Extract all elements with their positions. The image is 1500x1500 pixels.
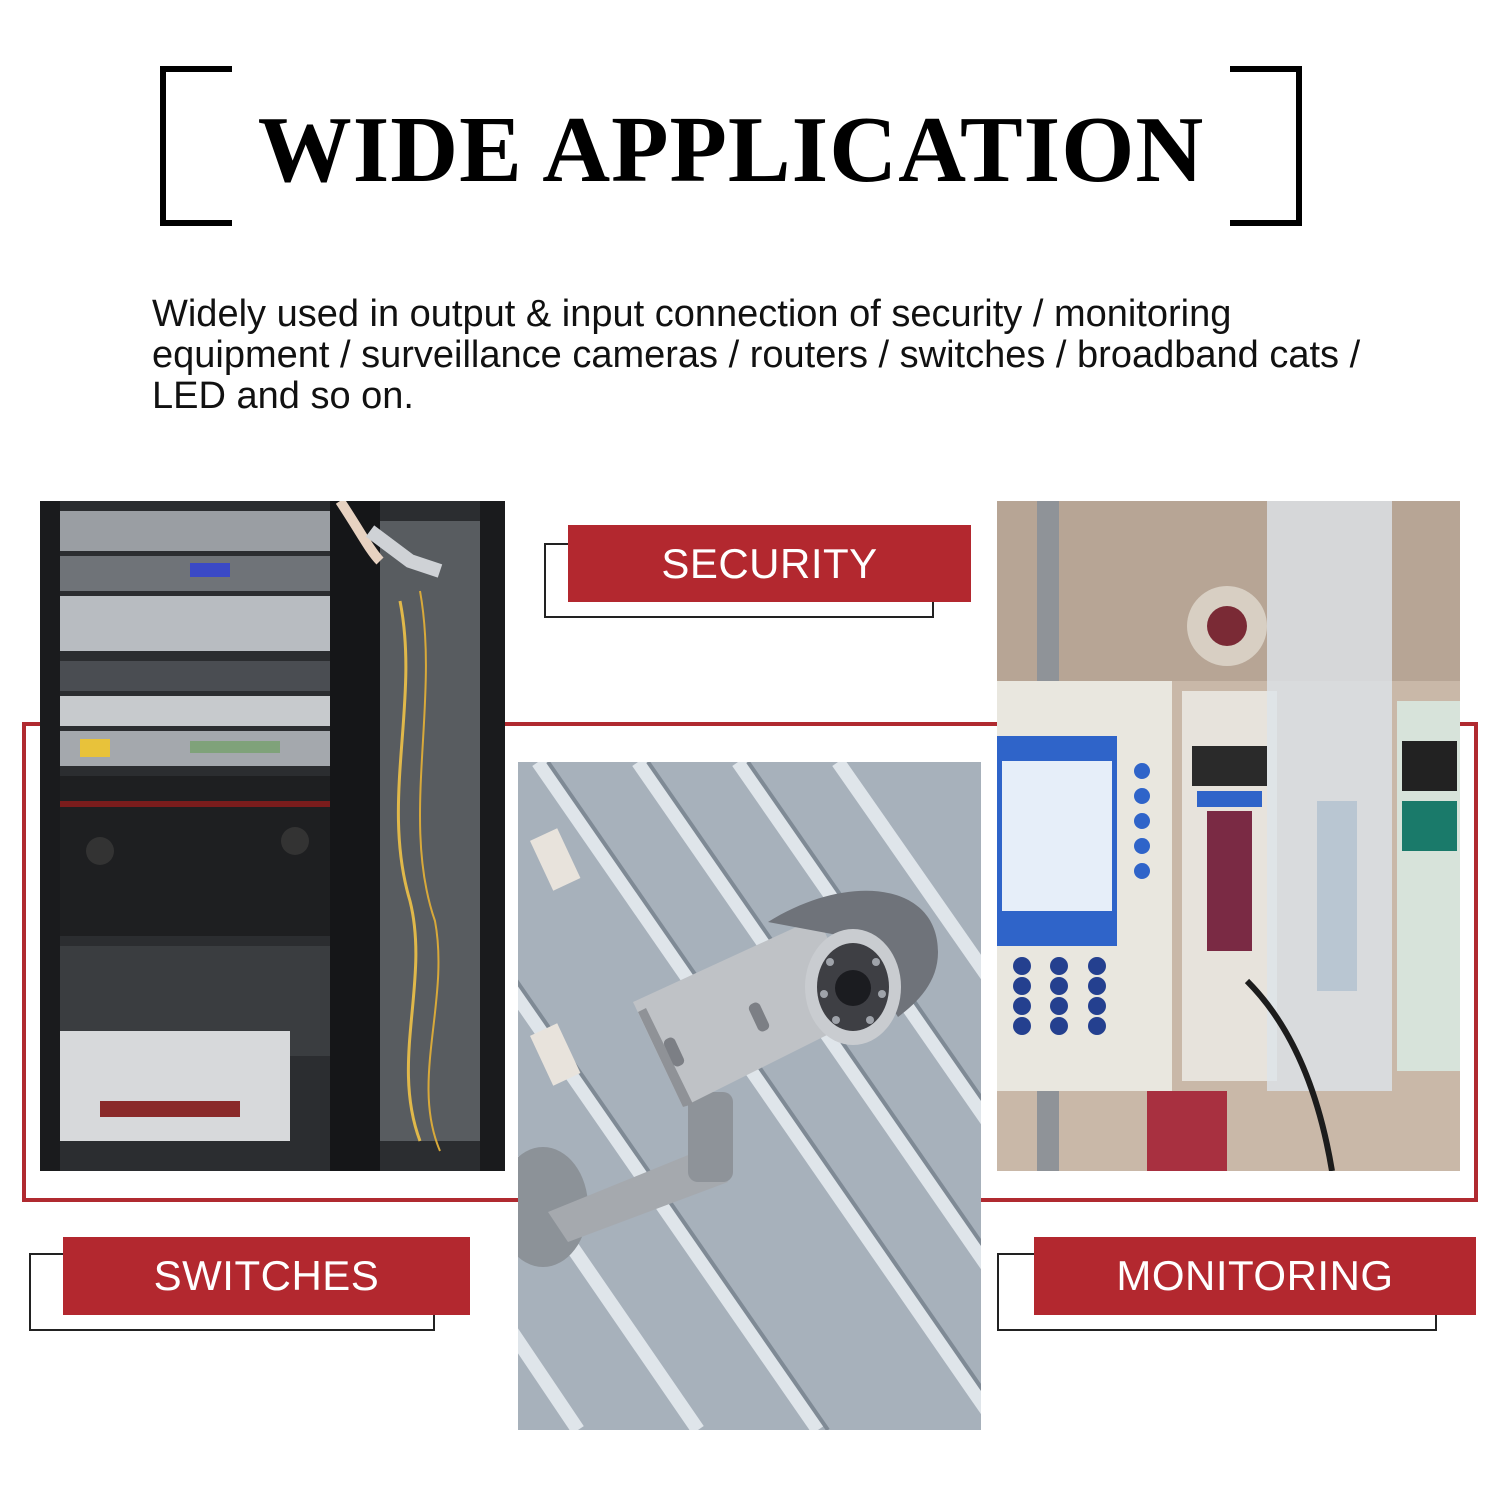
monitoring-label: MONITORING — [1034, 1237, 1476, 1315]
switches-label: SWITCHES — [63, 1237, 470, 1315]
page-title: WIDE APPLICATION — [257, 98, 1205, 202]
security-camera-photo — [518, 762, 981, 1430]
security-label: SECURITY — [568, 525, 971, 602]
medical-monitor-photo — [997, 501, 1460, 1171]
server-rack-photo — [40, 501, 505, 1171]
description-text: Widely used in output & input connection of security / monitoring equipment / surveillance cameras / routers / switches / broadband cats / LED and so on. — [152, 293, 1361, 417]
